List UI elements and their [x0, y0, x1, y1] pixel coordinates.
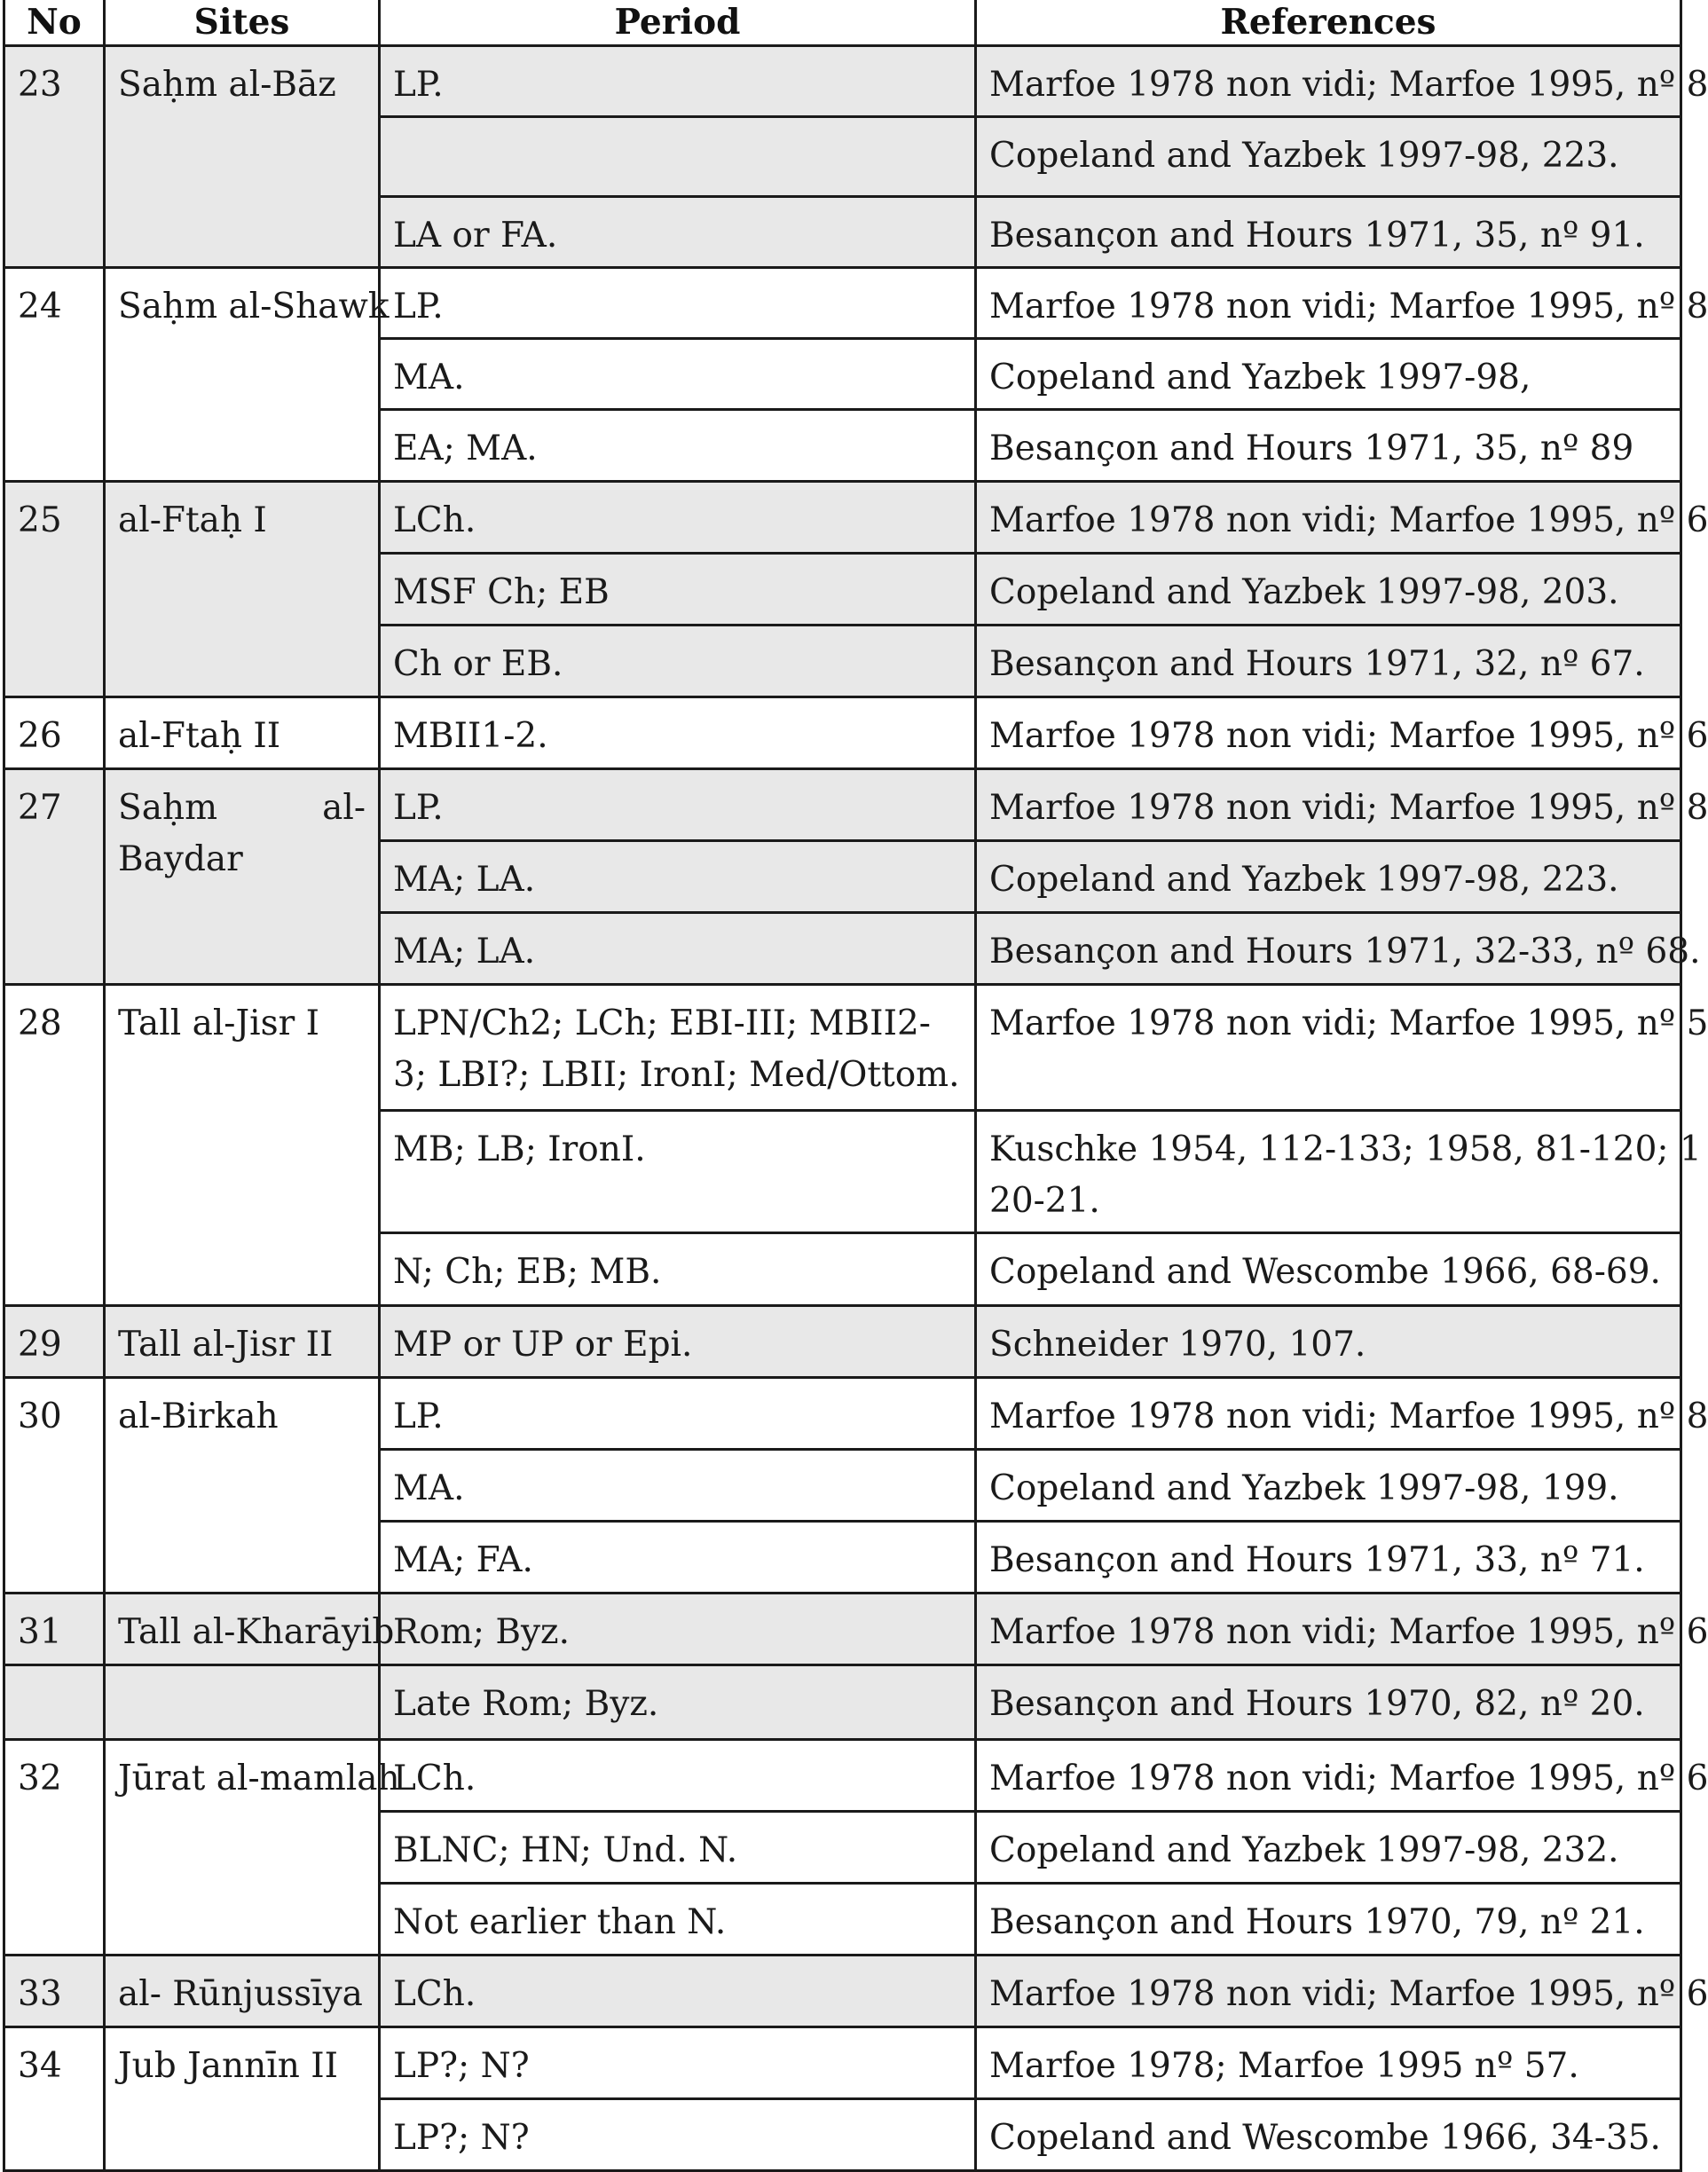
- site-name: [105, 1665, 380, 1740]
- period-cell: MA; LA.: [380, 841, 976, 913]
- period-cell: MSF Ch; EB: [380, 554, 976, 626]
- site-number: 30: [4, 1378, 105, 1594]
- site-name-part: al-: [322, 788, 366, 828]
- period-cell: LP?; N?: [380, 2027, 976, 2099]
- reference-cell: Copeland and Wescombe 1966, 68-69.: [976, 1233, 1681, 1306]
- period-cell: LP.: [380, 769, 976, 841]
- reference-cell: Copeland and Yazbek 1997-98, 203.: [976, 554, 1681, 626]
- site-name: Tall al-Kharāyib: [105, 1594, 380, 1665]
- table-row: [4, 1665, 1681, 1740]
- reference-cell: Besançon and Hours 1971, 32-33, nº 68.: [976, 913, 1681, 985]
- reference-cell: Marfoe 1978 non vidi; Marfoe 1995, nº 8: [976, 769, 1681, 841]
- table-row: [4, 1306, 1681, 1378]
- period-cell: LP.: [380, 46, 976, 117]
- period-cell: MA.: [380, 1450, 976, 1522]
- table-row: [4, 1956, 1681, 2027]
- reference-cell: Marfoe 1978 non vidi; Marfoe 1995, nº 6: [976, 697, 1681, 769]
- site-name: al-Birkah: [105, 1378, 380, 1594]
- reference-cell: Marfoe 1978 non vidi; Marfoe 1995, nº 8: [976, 1378, 1681, 1450]
- site-number: 24: [4, 268, 105, 482]
- table-row: [4, 1378, 1681, 1450]
- period-cell: EA; MA.: [380, 410, 976, 482]
- reference-line: Kuschke 1954, 112-133; 1958, 81-120; 1: [989, 1129, 1702, 1169]
- site-name: Tall al-Jisr I: [105, 985, 380, 1306]
- site-number: 27: [4, 769, 105, 985]
- table-row: [4, 697, 1681, 769]
- site-name: Jub Jannīn II: [105, 2027, 380, 2171]
- header-no: No: [4, 0, 105, 46]
- site-name: Tall al-Jisr II: [105, 1306, 380, 1378]
- site-number: 29: [4, 1306, 105, 1378]
- period-cell: MA; LA.: [380, 913, 976, 985]
- reference-cell: Besançon and Hours 1971, 32, nº 67.: [976, 626, 1681, 697]
- table-row: [4, 1594, 1681, 1665]
- table-row: [4, 985, 1681, 1111]
- period-cell: Late Rom; Byz.: [380, 1665, 976, 1740]
- reference-cell: Marfoe 1978 non vidi; Marfoe 1995, nº 6: [976, 1956, 1681, 2027]
- header-references: References: [976, 0, 1681, 46]
- site-name: [105, 769, 380, 985]
- period-cell: LPN/Ch2; LCh; EBI-III; MBII2-3; LBI?; LBII; IronI; Med/Ottom.: [380, 985, 976, 1111]
- site-name: Jūrat al-mamlah: [105, 1740, 380, 1956]
- reference-cell: Marfoe 1978 non vidi; Marfoe 1995, nº 6: [976, 482, 1681, 554]
- reference-cell: Marfoe 1978 non vidi; Marfoe 1995, nº 5: [976, 985, 1681, 1111]
- period-cell: LCh.: [380, 482, 976, 554]
- reference-line: 20-21.: [989, 1181, 1100, 1221]
- reference-cell: Marfoe 1978 non vidi; Marfoe 1995, nº 6: [976, 1740, 1681, 1812]
- table-row: [4, 2027, 1681, 2099]
- site-name: al-Ftaḥ II: [105, 697, 380, 769]
- site-number: 32: [4, 1740, 105, 1956]
- site-number: 28: [4, 985, 105, 1306]
- site-name: al- Rūnjussīya: [105, 1956, 380, 2027]
- table-row: [4, 1740, 1681, 1812]
- reference-cell: Besançon and Hours 1970, 82, nº 20.: [976, 1665, 1681, 1740]
- table-row: [4, 46, 1681, 117]
- header-period: Period: [380, 0, 976, 46]
- table-row: [4, 268, 1681, 339]
- table-row: [4, 769, 1681, 841]
- reference-cell: Marfoe 1978 non vidi; Marfoe 1995, nº 8: [976, 46, 1681, 117]
- site-name-part: Baydar: [118, 839, 243, 879]
- reference-cell: Marfoe 1978; Marfoe 1995 nº 57.: [976, 2027, 1681, 2099]
- site-number: [4, 1665, 105, 1740]
- reference-cell: Schneider 1970, 107.: [976, 1306, 1681, 1378]
- period-cell: MBII1-2.: [380, 697, 976, 769]
- period-cell: LP.: [380, 268, 976, 339]
- period-cell: Not earlier than N.: [380, 1884, 976, 1956]
- site-number: 25: [4, 482, 105, 697]
- site-number: 23: [4, 46, 105, 268]
- reference-cell: Copeland and Yazbek 1997-98, 199.: [976, 1450, 1681, 1522]
- period-cell: LP.: [380, 1378, 976, 1450]
- period-cell: Ch or EB.: [380, 626, 976, 697]
- reference-cell: [976, 1111, 1702, 1233]
- reference-cell: Copeland and Yazbek 1997-98,: [976, 339, 1681, 410]
- period-cell: LCh.: [380, 1740, 976, 1812]
- period-cell: LCh.: [380, 1956, 976, 2027]
- site-number: 26: [4, 697, 105, 769]
- site-name: Saḥm al-Bāz: [105, 46, 380, 268]
- site-name: al-Ftaḥ I: [105, 482, 380, 697]
- header-sites: Sites: [105, 0, 380, 46]
- table-header-row: [4, 0, 1681, 46]
- reference-cell: Besançon and Hours 1970, 79, nº 21.: [976, 1884, 1681, 1956]
- period-cell: BLNC; HN; Und. N.: [380, 1812, 976, 1884]
- site-number: 34: [4, 2027, 105, 2171]
- period-cell: MA; FA.: [380, 1522, 976, 1594]
- reference-cell: Besançon and Hours 1971, 35, nº 89: [976, 410, 1681, 482]
- sites-table: [3, 0, 1708, 2172]
- site-number: 33: [4, 1956, 105, 2027]
- period-cell: LA or FA.: [380, 197, 976, 268]
- reference-cell: Copeland and Wescombe 1966, 34-35.: [976, 2099, 1681, 2171]
- period-cell: LP?; N?: [380, 2099, 976, 2171]
- period-cell: MA.: [380, 339, 976, 410]
- reference-cell: Marfoe 1978 non vidi; Marfoe 1995, nº 8: [976, 268, 1681, 339]
- period-cell: MB; LB; IronI.: [380, 1111, 976, 1233]
- period-cell: [380, 117, 976, 197]
- reference-cell: Besançon and Hours 1971, 35, nº 91.: [976, 197, 1681, 268]
- period-cell: Rom; Byz.: [380, 1594, 976, 1665]
- reference-cell: Marfoe 1978 non vidi; Marfoe 1995, nº 6: [976, 1594, 1681, 1665]
- table-row: [4, 482, 1681, 554]
- reference-cell: Copeland and Yazbek 1997-98, 223.: [976, 841, 1681, 913]
- site-name-part: Saḥm: [118, 788, 218, 828]
- reference-cell: Copeland and Yazbek 1997-98, 232.: [976, 1812, 1681, 1884]
- reference-cell: Copeland and Yazbek 1997-98, 223.: [976, 117, 1681, 197]
- period-cell: MP or UP or Epi.: [380, 1306, 976, 1378]
- period-cell: N; Ch; EB; MB.: [380, 1233, 976, 1306]
- reference-cell: Besançon and Hours 1971, 33, nº 71.: [976, 1522, 1681, 1594]
- site-name: Saḥm al-Shawk: [105, 268, 380, 482]
- site-number: 31: [4, 1594, 105, 1665]
